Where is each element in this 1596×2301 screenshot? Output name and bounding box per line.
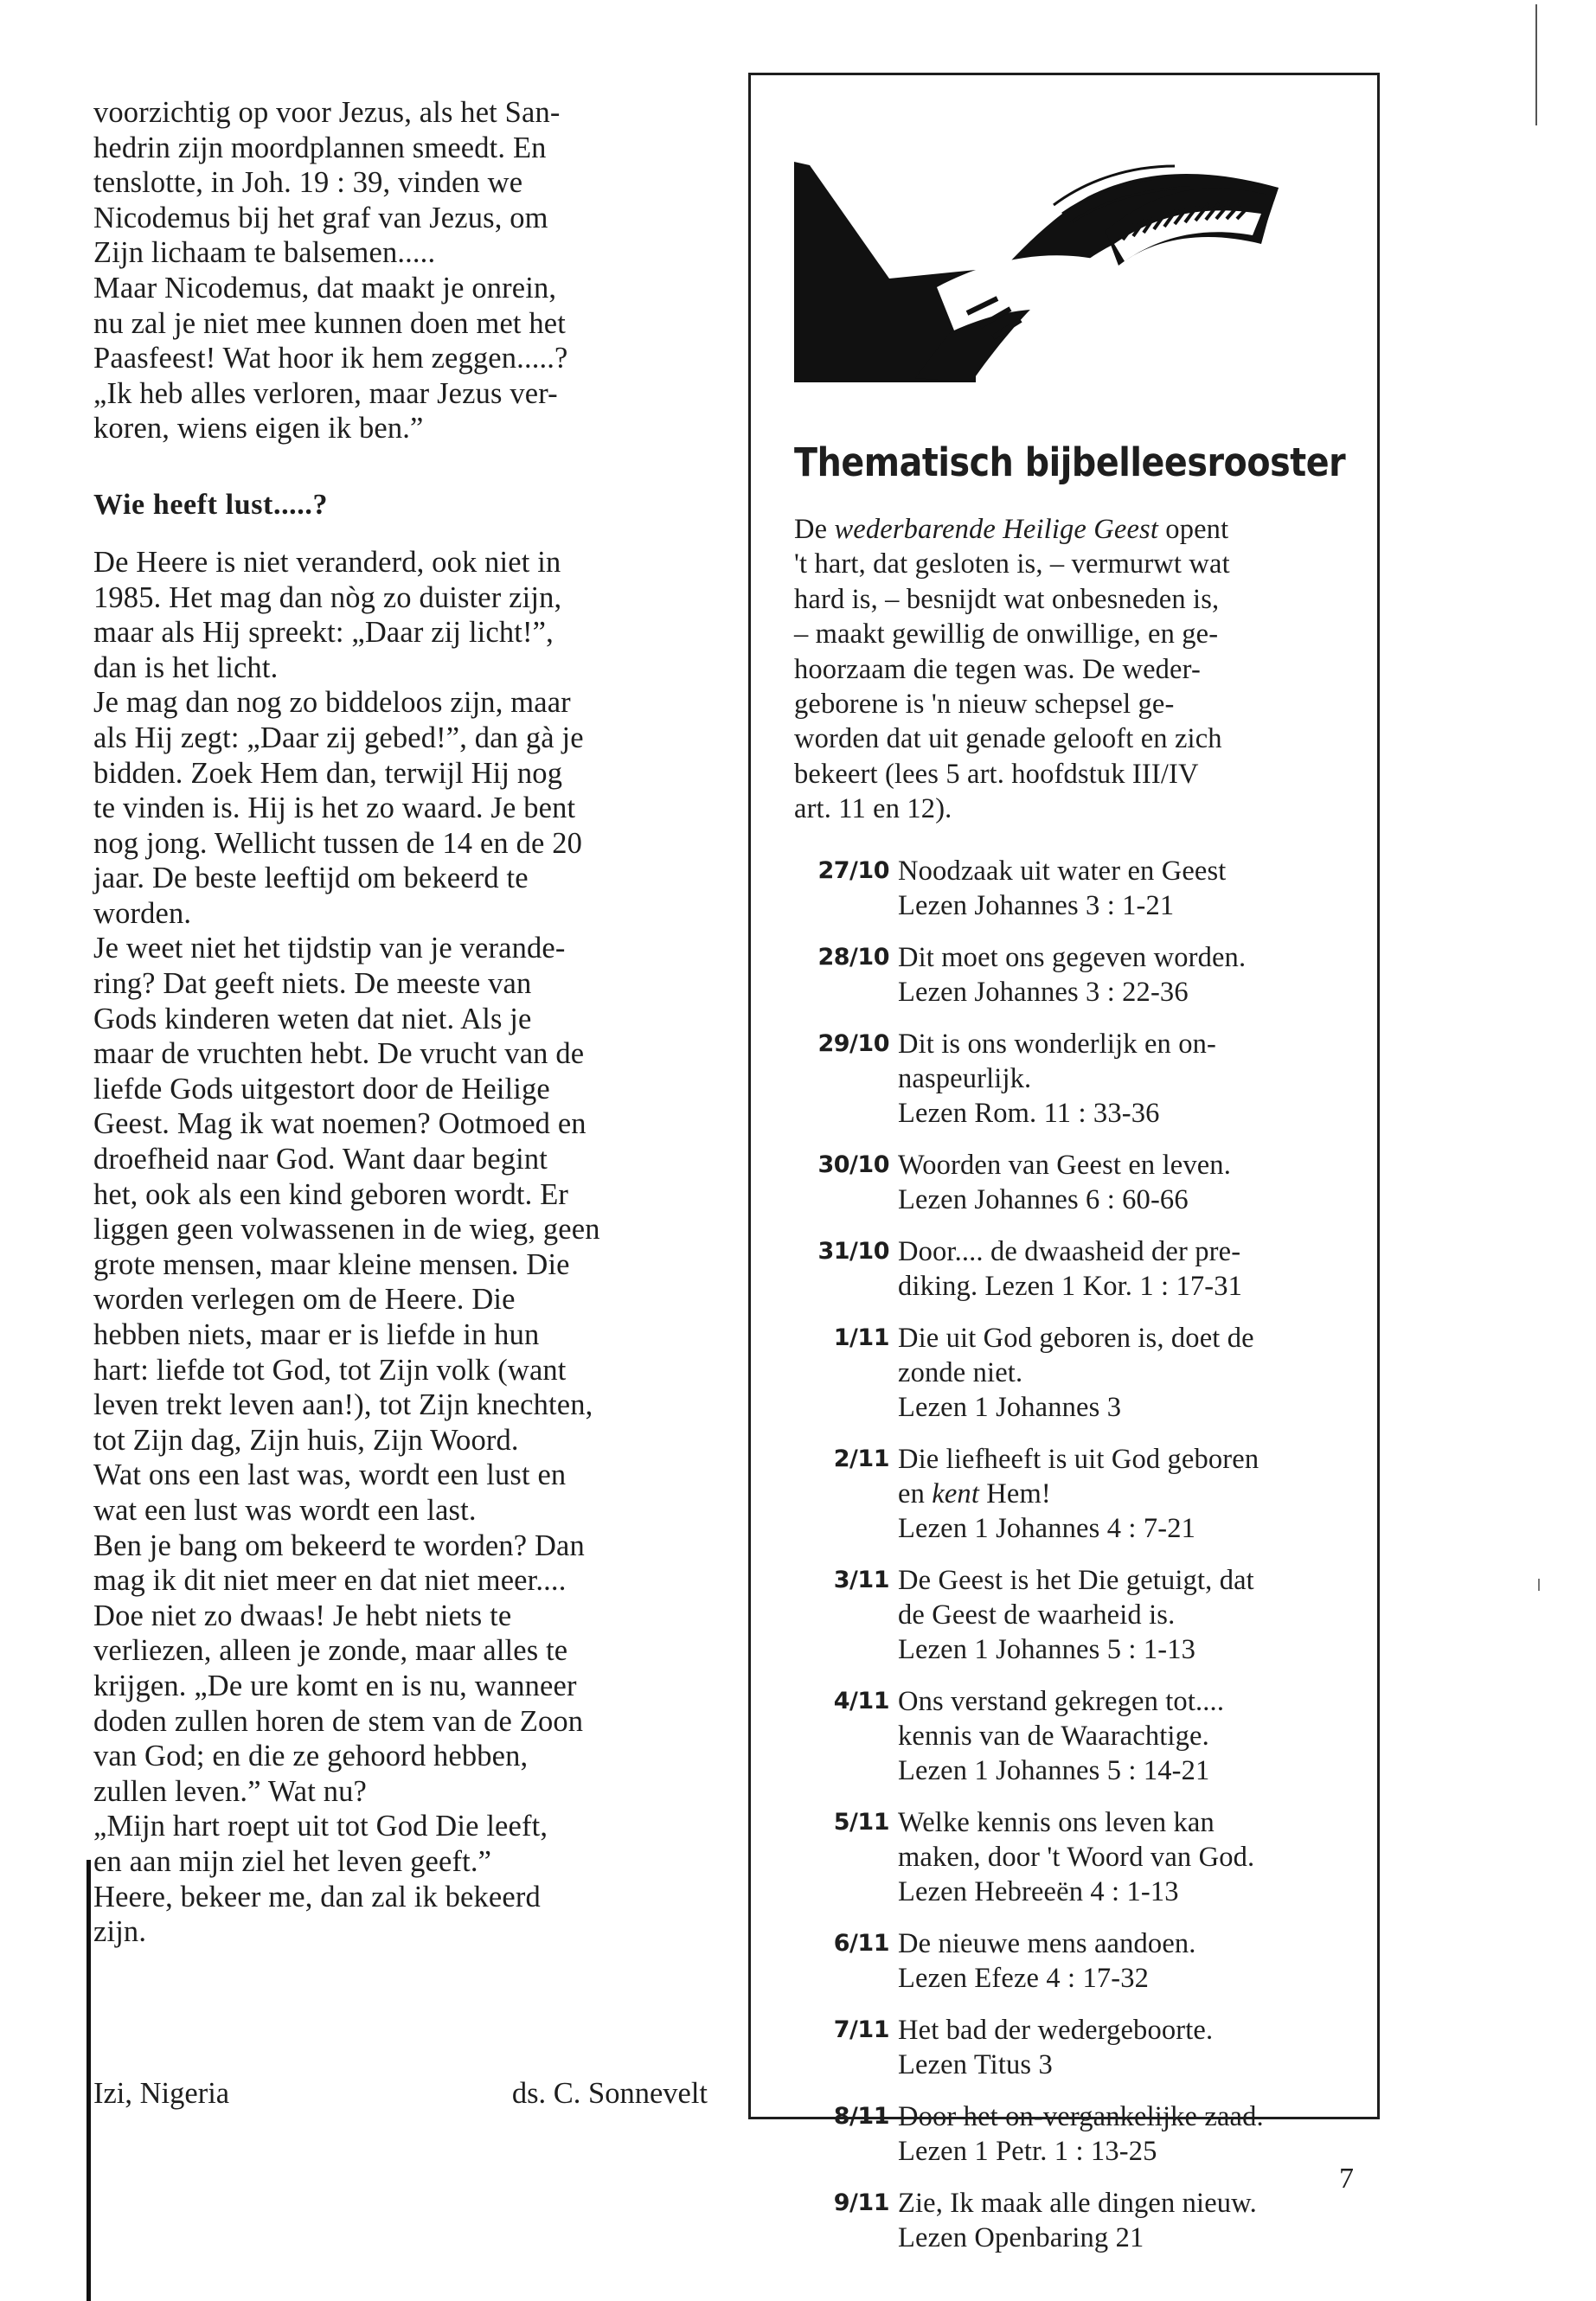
para2-line: Heere, bekeer me, dan zal ik bekeerd — [93, 1880, 541, 1913]
entry-line — [898, 940, 1348, 975]
entry-date: 7/11 — [833, 2016, 889, 2043]
text-run: Lezen Johannes 6 : 60-66 — [898, 1184, 1189, 1215]
text-run: Lezen 1 Petr. 1 : 13-25 — [898, 2136, 1157, 2167]
entry-line — [898, 1477, 1348, 1511]
entry-text — [898, 1805, 1348, 1909]
text-run: bekeert (lees 5 art. hoofdstuk III/IV — [794, 758, 1199, 790]
para2-line: van God; en die ze gehoord hebben, — [93, 1740, 529, 1773]
entry-line — [898, 1356, 1348, 1390]
entry-text — [898, 854, 1348, 923]
entry-date: 6/11 — [833, 1930, 889, 1957]
entry-text — [898, 1234, 1348, 1304]
para2-line: als Hij zegt: „Daar zij gebed!”, dan gà je — [93, 721, 584, 754]
entry-text — [898, 2186, 1348, 2255]
text-run: Ons verstand gekregen tot.... — [898, 1686, 1225, 1717]
text-run: diking. Lezen 1 Kor. 1 : 17-31 — [898, 1271, 1243, 1302]
section-heading: Wie heeft lust.....? — [93, 488, 329, 521]
entry-line — [898, 2221, 1348, 2255]
entry-date: 8/11 — [833, 2103, 889, 2130]
entry-line — [898, 1719, 1348, 1753]
para2-line: nog jong. Wellicht tussen de 14 en de 20 — [93, 826, 583, 860]
schedule-entry — [794, 1684, 1348, 1788]
entry-line — [898, 1511, 1348, 1546]
paragraph-wie-heeft-lust — [93, 545, 716, 1950]
entry-line — [898, 1183, 1348, 1217]
schedule-entry — [794, 940, 1348, 1009]
para1-line: Zijn lichaam te balsemen..... — [93, 236, 436, 270]
text-run: Lezen 1 Johannes 5 : 14-21 — [898, 1755, 1210, 1786]
para1-line: Nicodemus bij het graf van Jezus, om — [93, 201, 548, 234]
para1-line: tenslotte, in Joh. 19 : 39, vinden we — [93, 166, 523, 200]
entry-text — [898, 1148, 1348, 1217]
entry-date: 27/10 — [817, 857, 889, 884]
para2-line: te vinden is. Hij is het zo waard. Je bent — [93, 792, 576, 825]
intro-line — [794, 652, 1330, 687]
entry-line — [898, 2099, 1348, 2134]
schedule-entry — [794, 1027, 1348, 1131]
text-run: opent — [1158, 514, 1229, 545]
text-run: Het bad der wedergeboorte. — [898, 2015, 1214, 2046]
para1-line: „Ik heb alles verloren, maar Jezus ver- — [93, 376, 558, 410]
entry-line — [898, 1148, 1348, 1183]
entry-line — [898, 1598, 1348, 1632]
entry-date: 30/10 — [817, 1151, 889, 1178]
text-run: hard is, – besnijdt wat onbesneden is, — [794, 583, 1220, 615]
para2-line: Je mag dan nog zo biddeloos zijn, maar — [93, 686, 571, 720]
intro-line — [794, 721, 1330, 756]
text-run: worden dat uit genade gelooft en zich — [794, 723, 1222, 755]
entry-text — [898, 1027, 1348, 1131]
para2-line: Wat ons een last was, wordt een lust en — [93, 1458, 567, 1492]
text-run: Lezen Johannes 3 : 1-21 — [898, 890, 1175, 921]
text-run: De Geest is het Die getuigt, dat — [898, 1565, 1254, 1596]
text-run: Door.... de dwaasheid der pre- — [898, 1236, 1241, 1267]
schedule-entry — [794, 1563, 1348, 1667]
intro-line — [794, 512, 1330, 547]
para1-line: voorzichtig op voor Jezus, als het San- — [93, 96, 561, 129]
text-run: Zie, Ik maak alle dingen nieuw. — [898, 2188, 1257, 2219]
text-run: Lezen 1 Johannes 3 — [898, 1392, 1122, 1423]
page-number: 7 — [1339, 2163, 1354, 2195]
schedule-entry — [794, 854, 1348, 923]
text-run: Lezen Rom. 11 : 33-36 — [898, 1098, 1160, 1129]
entry-line — [898, 1632, 1348, 1667]
text-run: Lezen 1 Johannes 4 : 7-21 — [898, 1513, 1196, 1544]
entry-line — [898, 2048, 1348, 2082]
para2-line: doden zullen horen de stem van de Zoon — [93, 1704, 584, 1738]
para2-line: zullen leven.” Wat nu? — [93, 1774, 368, 1808]
para2-line: mag ik dit niet meer en dat niet meer.... — [93, 1564, 567, 1598]
entry-line — [898, 1961, 1348, 1996]
entry-date: 28/10 — [817, 944, 889, 971]
entry-line — [898, 888, 1348, 923]
schedule-entry — [794, 1321, 1348, 1425]
schedule-entry — [794, 1442, 1348, 1546]
entry-date: 5/11 — [833, 1809, 889, 1836]
entry-text — [898, 940, 1348, 1009]
intro-line — [794, 547, 1330, 581]
para2-line: wat een lust was wordt een last. — [93, 1493, 477, 1527]
para2-line: 1985. Het mag dan nòg zo duister zijn, — [93, 580, 562, 614]
schedule-entry — [794, 1805, 1348, 1909]
para2-line: liggen geen volwassenen in de wieg, geen — [93, 1213, 600, 1247]
entry-date: 2/11 — [833, 1445, 889, 1472]
text-run: geborene is 'n nieuw schepsel ge- — [794, 689, 1175, 721]
text-run: 't hart, dat gesloten is, – vermurwt wat — [794, 548, 1230, 580]
para2-line: ring? Dat geeft niets. De meeste van — [93, 967, 532, 1001]
para2-line: worden. — [93, 896, 192, 930]
para2-line: hart: liefde tot God, tot Zijn volk (want — [93, 1353, 567, 1387]
para2-line: het, ook als een kind geboren wordt. Er — [93, 1177, 569, 1211]
intro-line — [794, 582, 1330, 617]
para2-line: jaar. De beste leeftijd om bekeerd te — [93, 862, 529, 895]
para2-line: grote mensen, maar kleine mensen. Die — [93, 1247, 570, 1281]
entry-text — [898, 1442, 1348, 1546]
entry-line — [898, 1027, 1348, 1061]
entry-line — [898, 1926, 1348, 1961]
text-run: Dit moet ons gegeven worden. — [898, 942, 1247, 973]
text-run: Lezen Openbaring 21 — [898, 2222, 1144, 2253]
text-run: maken, door 't Woord van God. — [898, 1842, 1255, 1873]
schedule-title: Thematisch bijbelleesrooster — [794, 439, 1346, 485]
entry-line — [898, 1684, 1348, 1719]
schedule-intro — [794, 512, 1330, 827]
text-run: Lezen Hebreeën 4 : 1-13 — [898, 1876, 1179, 1907]
text-run: Welke kennis ons leven kan — [898, 1807, 1215, 1838]
para1-line: Paasfeest! Wat hoor ik hem zeggen.....? — [93, 342, 568, 375]
entry-date: 31/10 — [817, 1238, 889, 1265]
entry-line — [898, 2186, 1348, 2221]
intro-line — [794, 792, 1330, 826]
text-run: De — [794, 514, 835, 545]
text-run: de Geest de waarheid is. — [898, 1599, 1176, 1631]
para1-line: koren, wiens eigen ik ben.” — [93, 412, 424, 445]
entry-date: 3/11 — [833, 1567, 889, 1593]
intro-line — [794, 617, 1330, 651]
entry-date: 29/10 — [817, 1030, 889, 1057]
entry-line — [898, 1061, 1348, 1096]
margin-rule — [1535, 4, 1537, 125]
para2-line: „Mijn hart roept uit tot God Die leeft, — [93, 1810, 548, 1843]
para2-line: Geest. Mag ik wat noemen? Ootmoed en — [93, 1107, 586, 1141]
para2-line: dan is het licht. — [93, 651, 279, 684]
schedule-entry — [794, 2013, 1348, 2082]
para2-line: maar de vruchten hebt. De vrucht van de — [93, 1037, 585, 1071]
para2-line: maar als Hij spreekt: „Daar zij licht!”, — [93, 616, 554, 650]
para2-line: worden verlegen om de Heere. Die — [93, 1283, 516, 1317]
entry-line — [898, 1234, 1348, 1269]
schedule-entry — [794, 2099, 1348, 2169]
text-run: Lezen Efeze 4 : 17-32 — [898, 1963, 1150, 1994]
open-bible-illustration — [794, 93, 1279, 387]
para2-line: De Heere is niet veranderd, ook niet in — [93, 545, 561, 579]
text-run: Door het on-vergankelijke zaad. — [898, 2101, 1264, 2132]
text-run: art. 11 en 12). — [794, 793, 952, 825]
para2-line: Gods kinderen weten dat niet. Als je — [93, 1002, 532, 1035]
para2-line: zijn. — [93, 1915, 147, 1949]
para2-line: Je weet niet het tijdstip van je verande- — [93, 932, 566, 965]
text-run: Lezen 1 Johannes 5 : 1-13 — [898, 1634, 1196, 1665]
text-run: kennis van de Waarachtige. — [898, 1721, 1209, 1752]
intro-line — [794, 757, 1330, 792]
text-run: Hem! — [979, 1478, 1051, 1509]
entry-line — [898, 2134, 1348, 2169]
text-run: Dit is ons wonderlijk en on- — [898, 1029, 1216, 1060]
text-run: Noodzaak uit water en Geest — [898, 856, 1227, 887]
text-run: Lezen Johannes 3 : 22-36 — [898, 977, 1189, 1008]
schedule-entry — [794, 1148, 1348, 1217]
text-run: Lezen Titus 3 — [898, 2049, 1053, 2080]
entry-line — [898, 1096, 1348, 1131]
text-run: Die liefheeft is uit God geboren — [898, 1444, 1259, 1475]
entry-date: 1/11 — [833, 1324, 889, 1351]
schedule-entry — [794, 1234, 1348, 1304]
para2-line: droefheid naar God. Want daar begint — [93, 1143, 548, 1176]
entry-line — [898, 854, 1348, 888]
para2-line: bidden. Zoek Hem dan, terwijl Hij nog — [93, 756, 563, 790]
entry-line — [898, 1390, 1348, 1425]
entry-line — [898, 1753, 1348, 1788]
para1-line: nu zal je niet mee kunnen doen met het — [93, 306, 567, 340]
entry-line — [898, 1875, 1348, 1909]
italic-text: kent — [932, 1478, 979, 1509]
para1-line: hedrin zijn moordplannen smeedt. En — [93, 131, 547, 164]
text-run: hoorzaam die tegen was. De weder- — [794, 653, 1201, 685]
para2-line: Doe niet zo dwaas! Je hebt niets te — [93, 1599, 512, 1632]
reading-schedule-box — [748, 73, 1380, 2253]
text-run: De nieuwe mens aandoen. — [898, 1928, 1196, 1959]
entry-line — [898, 2013, 1348, 2048]
text-run: zonde niet. — [898, 1357, 1023, 1388]
signature-place: Izi, Nigeria — [93, 2077, 230, 2110]
schedule-entry — [794, 2186, 1348, 2255]
entry-line — [898, 1805, 1348, 1840]
text-run: naspeurlijk. — [898, 1063, 1032, 1094]
schedule-entry — [794, 1926, 1348, 1996]
entry-text — [898, 1321, 1348, 1425]
entry-text — [898, 2013, 1348, 2082]
para2-line: tot Zijn dag, Zijn huis, Zijn Woord. — [93, 1423, 519, 1457]
schedule-list — [794, 854, 1348, 2272]
scan-speck — [1538, 1579, 1540, 1591]
article-column — [93, 95, 716, 1950]
entry-text — [898, 1926, 1348, 1996]
entry-line — [898, 975, 1348, 1009]
entry-line — [898, 1840, 1348, 1875]
para2-line: Ben je bang om bekeerd te worden? Dan — [93, 1529, 585, 1562]
para1-line: Maar Nicodemus, dat maakt je onrein, — [93, 271, 557, 304]
para2-line: verliezen, alleen je zonde, maar alles te — [93, 1634, 568, 1668]
para2-line: hebben niets, maar er is liefde in hun — [93, 1318, 540, 1351]
para2-line: en aan mijn ziel het leven geeft.” — [93, 1844, 492, 1878]
entry-line — [898, 1269, 1348, 1304]
italic-text: wederbarende Heilige Geest — [834, 514, 1159, 545]
entry-text — [898, 1684, 1348, 1788]
signature-author: ds. C. Sonnevelt — [511, 2077, 708, 2110]
para2-line: leven trekt leven aan!), tot Zijn knechten, — [93, 1388, 593, 1422]
text-run: Woorden van Geest en leven. — [898, 1150, 1231, 1181]
entry-text — [898, 2099, 1348, 2169]
text-run: en — [898, 1478, 933, 1509]
para2-line: liefde Gods uitgestort door de Heilige — [93, 1072, 550, 1106]
entry-line — [898, 1321, 1348, 1356]
para2-line: krijgen. „De ure komt en is nu, wanneer — [93, 1669, 577, 1702]
entry-date: 4/11 — [833, 1688, 889, 1715]
scan-edge-bar — [87, 1860, 91, 2301]
intro-line — [794, 687, 1330, 721]
text-run: – maakt gewillig de onwillige, en ge- — [794, 619, 1219, 651]
text-run: Die uit God geboren is, doet de — [898, 1323, 1254, 1354]
entry-line — [898, 1563, 1348, 1598]
entry-text — [898, 1563, 1348, 1667]
entry-line — [898, 1442, 1348, 1477]
paragraph-nicodemus — [93, 95, 716, 446]
entry-date: 9/11 — [833, 2189, 889, 2216]
